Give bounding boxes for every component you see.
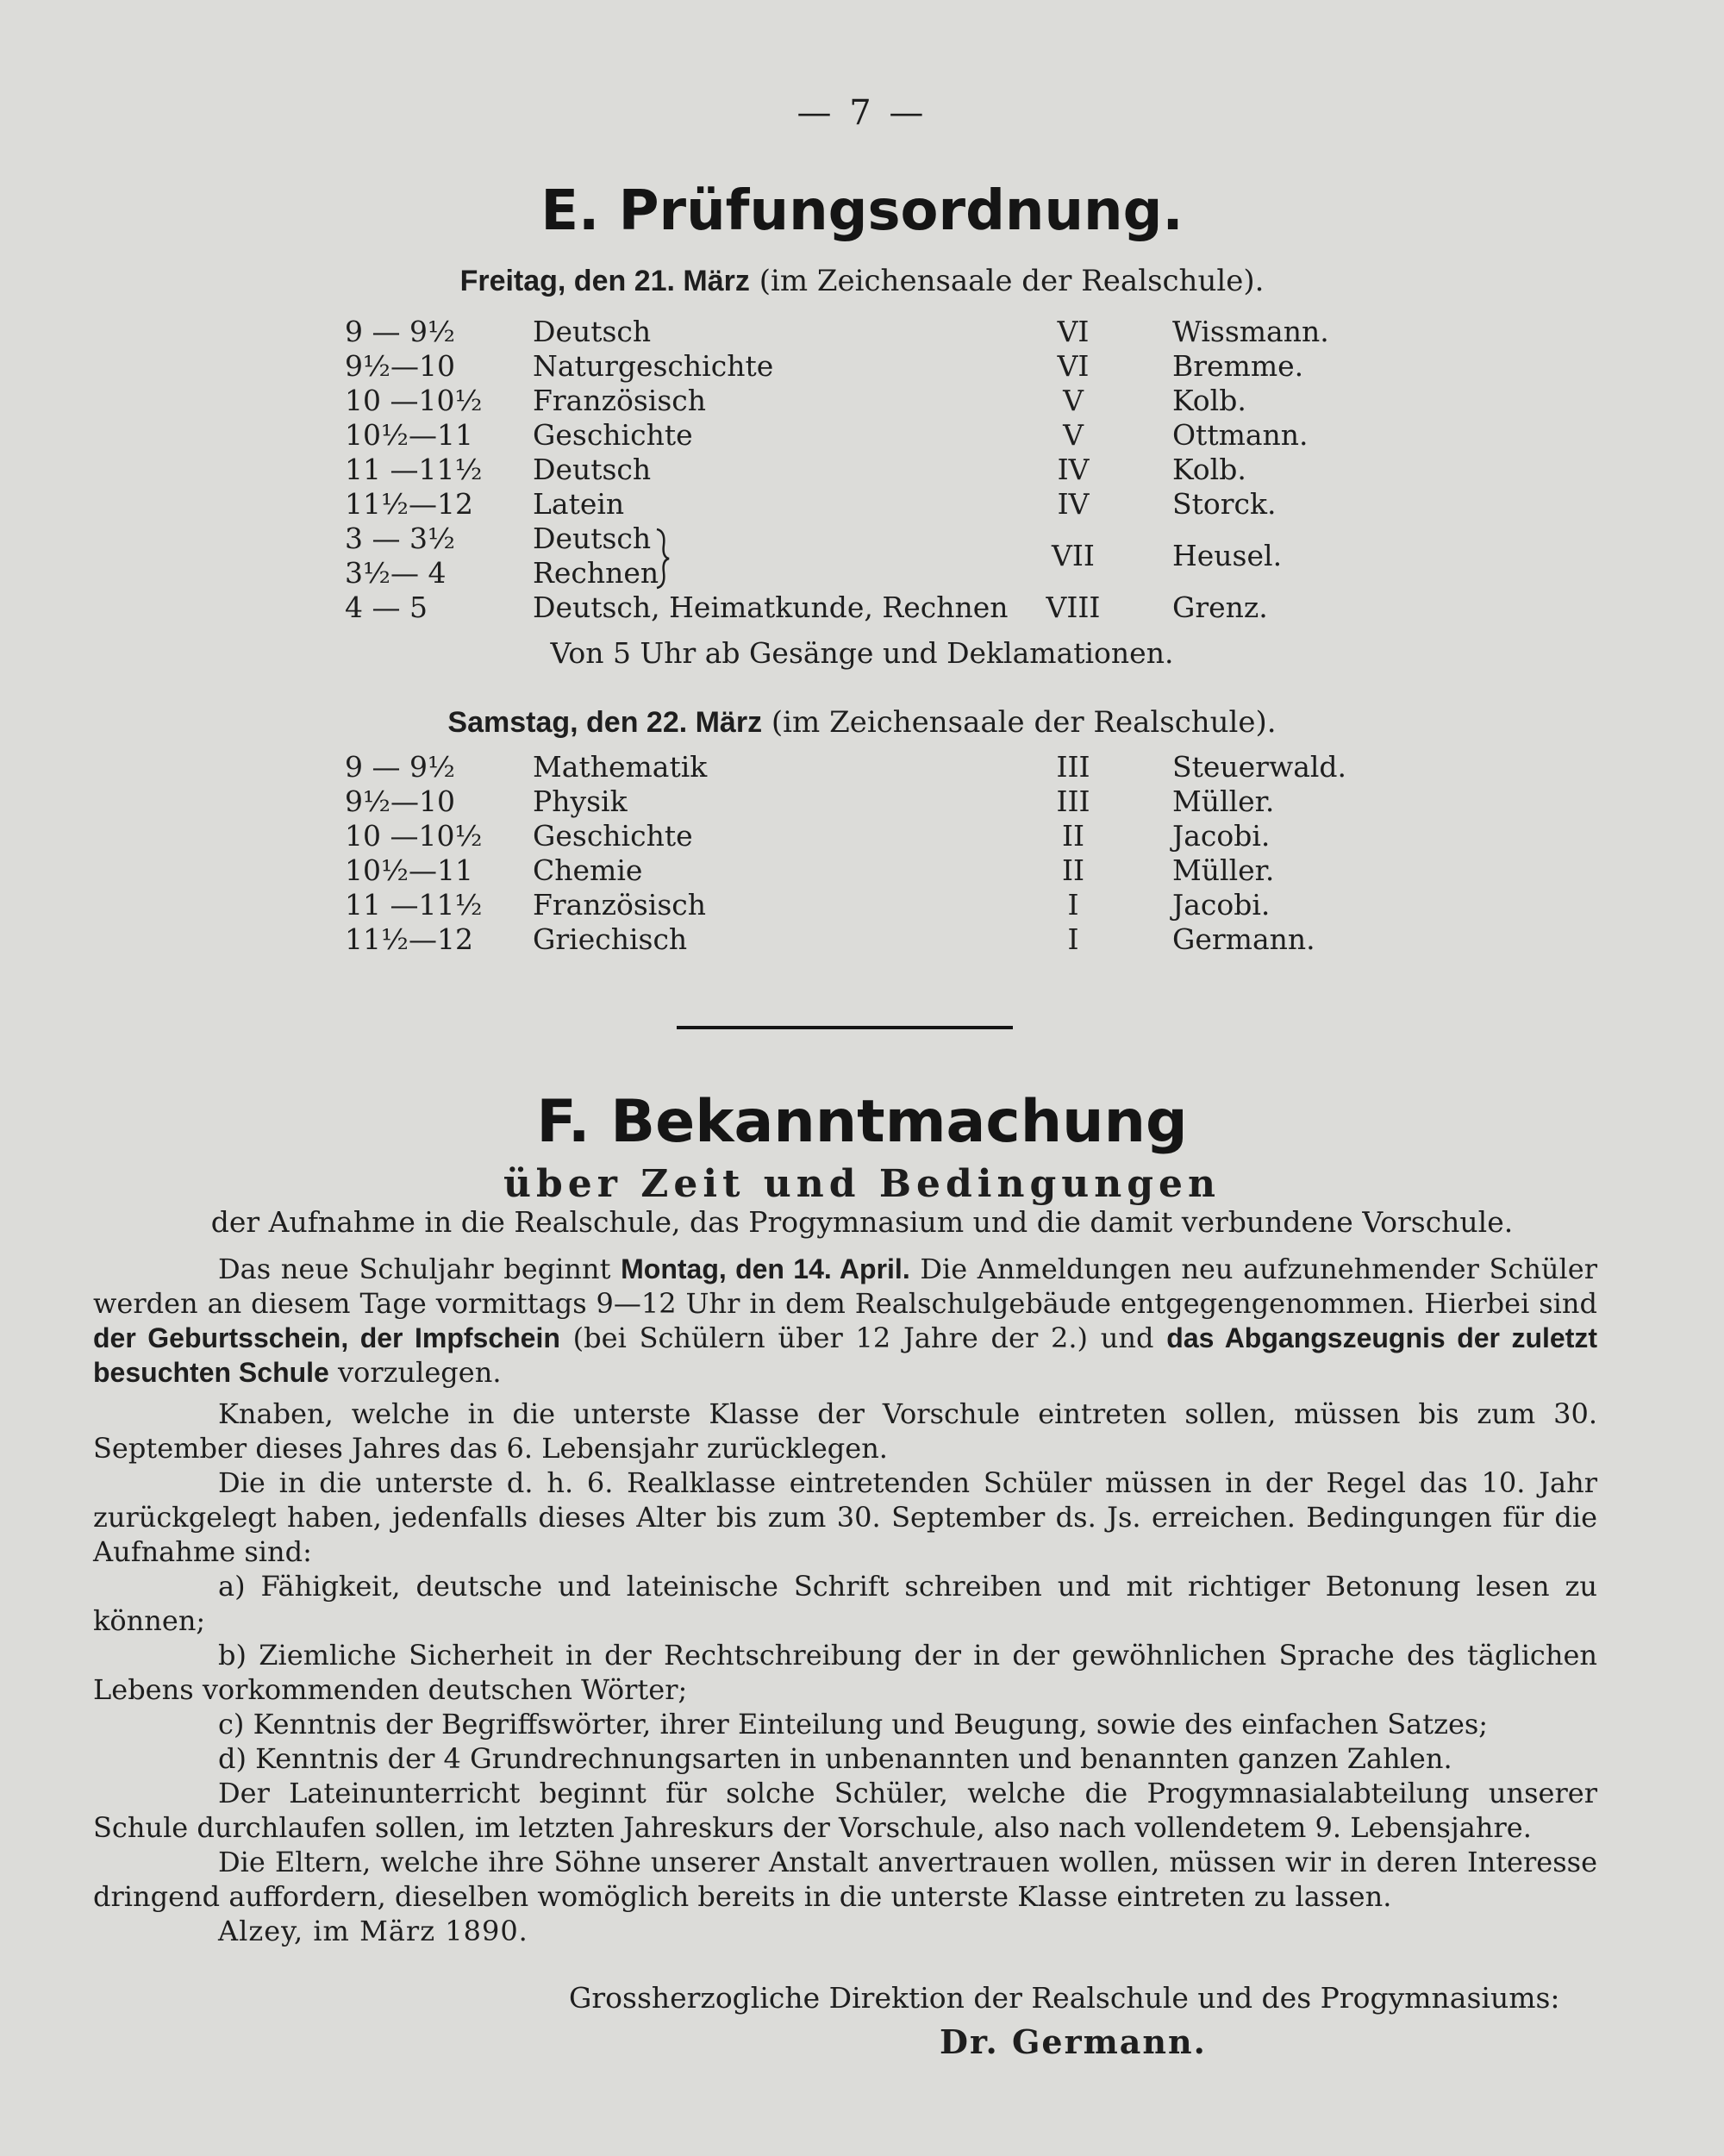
subject: Französisch (533, 888, 707, 922)
friday-location: (im Zeichensaale der Realschule). (749, 264, 1265, 298)
paragraph-latin: Der Lateinunterricht beginnt für solche Schüler, welche die Progymnasialabteilung unserer Schule durchlaufen sollen, im letzten Jahreskurs der Vorschule, also nach vollendetem 9. Lebensjahre. (93, 1777, 1597, 1844)
teacher: Müller. (1172, 784, 1275, 818)
time: 10½—11 (345, 418, 473, 452)
teacher: Kolb. (1172, 384, 1246, 417)
friday-heading (0, 264, 1724, 298)
text: (bei Schülern über 12 Jahre der 2.) und (559, 1322, 1167, 1354)
section-e-heading: E. Prüfungsordnung. (540, 179, 1184, 243)
class: VIII (1046, 591, 1101, 624)
subject: Französisch (533, 384, 707, 417)
subject: Geschichte (533, 819, 693, 853)
paragraph-preschool: Knaben, welche in die unterste Klasse der Vorschule eintreten sollen, müssen bis zum 30. September dieses Jahres das 6. Lebensjahr zurücklegen. (93, 1397, 1597, 1465)
teacher: Kolb. (1172, 453, 1246, 486)
class: II (1061, 853, 1085, 887)
teacher: Germann. (1172, 922, 1315, 956)
teacher: Ottmann. (1172, 418, 1309, 452)
class: IV (1057, 453, 1090, 486)
subject: Rechnen (533, 556, 659, 590)
time: 4 — 5 (345, 591, 428, 624)
section-f-heading: F. Bekanntmachung (536, 1088, 1188, 1156)
date-emphasis: Montag, den 14. April. (621, 1253, 910, 1284)
time: 10 —10½ (345, 384, 483, 417)
subject: Deutsch (533, 522, 652, 555)
time: 10 —10½ (345, 819, 483, 853)
teacher: Bremme. (1172, 349, 1304, 383)
subject: Physik (533, 784, 628, 818)
subject: Deutsch (533, 453, 652, 486)
place-date: Alzey, im März 1890. (218, 1915, 528, 1947)
page-number: — 7 — (796, 93, 928, 133)
section-divider (677, 1026, 1013, 1029)
time: 11 —11½ (345, 888, 483, 922)
time: 3½— 4 (345, 556, 447, 590)
requirement-c: c) Kenntnis der Begriffswörter, ihrer Einteilung und Beugung, sowie des einfachen Satzes; (218, 1708, 1489, 1740)
teacher: Jacobi. (1172, 888, 1271, 922)
section-f-subtitle: über Zeit und Bedingungen (503, 1162, 1221, 1206)
time: 11 —11½ (345, 453, 483, 486)
class: I (1067, 922, 1079, 956)
teacher: Grenz. (1172, 591, 1268, 624)
time: 9½—10 (345, 784, 455, 818)
text: vorzulegen. (328, 1356, 502, 1389)
saturday-location: (im Zeichensaale der Realschule). (762, 705, 1277, 740)
subject: Griechisch (533, 922, 688, 956)
signature-name: Dr. Germann. (940, 2022, 1207, 2061)
section-f-intro: der Aufnahme in die Realschule, das Progymnasium und die damit verbundene Vorschule. (210, 1205, 1514, 1239)
teacher: Müller. (1172, 853, 1275, 887)
class: V (1063, 384, 1084, 417)
requirement-a: a) Fähigkeit, deutsche und lateinische Schrift schreiben und mit richtiger Betonung lesen zu können; (93, 1570, 1597, 1637)
paragraph-registration (93, 1252, 1597, 1390)
teacher: Heusel. (1172, 539, 1283, 572)
teacher: Steuerwald. (1172, 750, 1347, 784)
teacher: Wissmann. (1172, 315, 1329, 348)
class: III (1056, 750, 1090, 784)
friday-day: Freitag, den 21. März (459, 265, 750, 297)
subject: Geschichte (533, 418, 693, 452)
paragraph-requirements: Die in die unterste d. h. 6. Realklasse eintretenden Schüler müssen in der Regel das 10. Jahr zurückgelegt haben, jedenfalls dieses Alter bis zum 30. September ds. Js. erreichen. Bedingungen für die Aufnahme sind: (93, 1466, 1597, 1568)
class: VII (1052, 539, 1095, 572)
subject: Mathematik (533, 750, 708, 784)
documents-emphasis: der Geburtsschein, der Impfschein (93, 1322, 560, 1353)
teacher: Storck. (1172, 487, 1277, 521)
subject: Chemie (533, 853, 643, 887)
requirement-b: b) Ziemliche Sicherheit in der Rechtschreibung der in der gewöhnlichen Sprache des täglichen Lebens vorkommenden deutschen Wörter; (93, 1639, 1597, 1706)
time: 11½—12 (345, 922, 473, 956)
text: Die Anmeldungen neu aufzunehmender Schüler werden an diesem Tage vormittags 9—12 Uhr in dem Realschulgebäude entgegengenommen. Hierbei sind (93, 1253, 1597, 1320)
class: IV (1057, 487, 1090, 521)
class: VI (1057, 315, 1090, 348)
class: VI (1057, 349, 1090, 383)
time: 9½—10 (345, 349, 455, 383)
teacher: Jacobi. (1172, 819, 1271, 853)
requirement-d: d) Kenntnis der 4 Grundrechnungsarten in unbenannten und benannten ganzen Zahlen. (218, 1742, 1452, 1775)
text: Das neue Schuljahr beginnt (218, 1253, 622, 1285)
subject: Deutsch (533, 315, 652, 348)
time: 9 — 9½ (345, 315, 455, 348)
signature-line: Grossherzogliche Direktion der Realschule und des Progymnasiums: (569, 1981, 1560, 2015)
subject: Latein (533, 487, 625, 521)
class: II (1061, 819, 1085, 853)
subject: Naturgeschichte (533, 349, 774, 383)
time: 9 — 9½ (345, 750, 455, 784)
class: III (1056, 784, 1090, 818)
saturday-day: Samstag, den 22. März (447, 706, 763, 739)
paragraph-parents: Die Eltern, welche ihre Söhne unserer Anstalt anvertrauen wollen, müssen wir in deren Interesse dringend auffordern, dieselben womöglich bereits in die unterste Klasse eintreten zu lassen. (93, 1846, 1597, 1913)
subject: Deutsch, Heimatkunde, Rechnen (533, 591, 1009, 624)
time: 3 — 3½ (345, 522, 455, 555)
friday-note: Von 5 Uhr ab Gesänge und Deklamationen. (550, 636, 1174, 670)
class: V (1063, 418, 1084, 452)
brace-icon (653, 528, 672, 590)
time: 11½—12 (345, 487, 473, 521)
saturday-heading (0, 705, 1724, 740)
certificate-emphasis: das Abgangszeugnis der zuletzt besuchten Schule (93, 1322, 1598, 1388)
time: 10½—11 (345, 853, 473, 887)
class: I (1067, 888, 1079, 922)
